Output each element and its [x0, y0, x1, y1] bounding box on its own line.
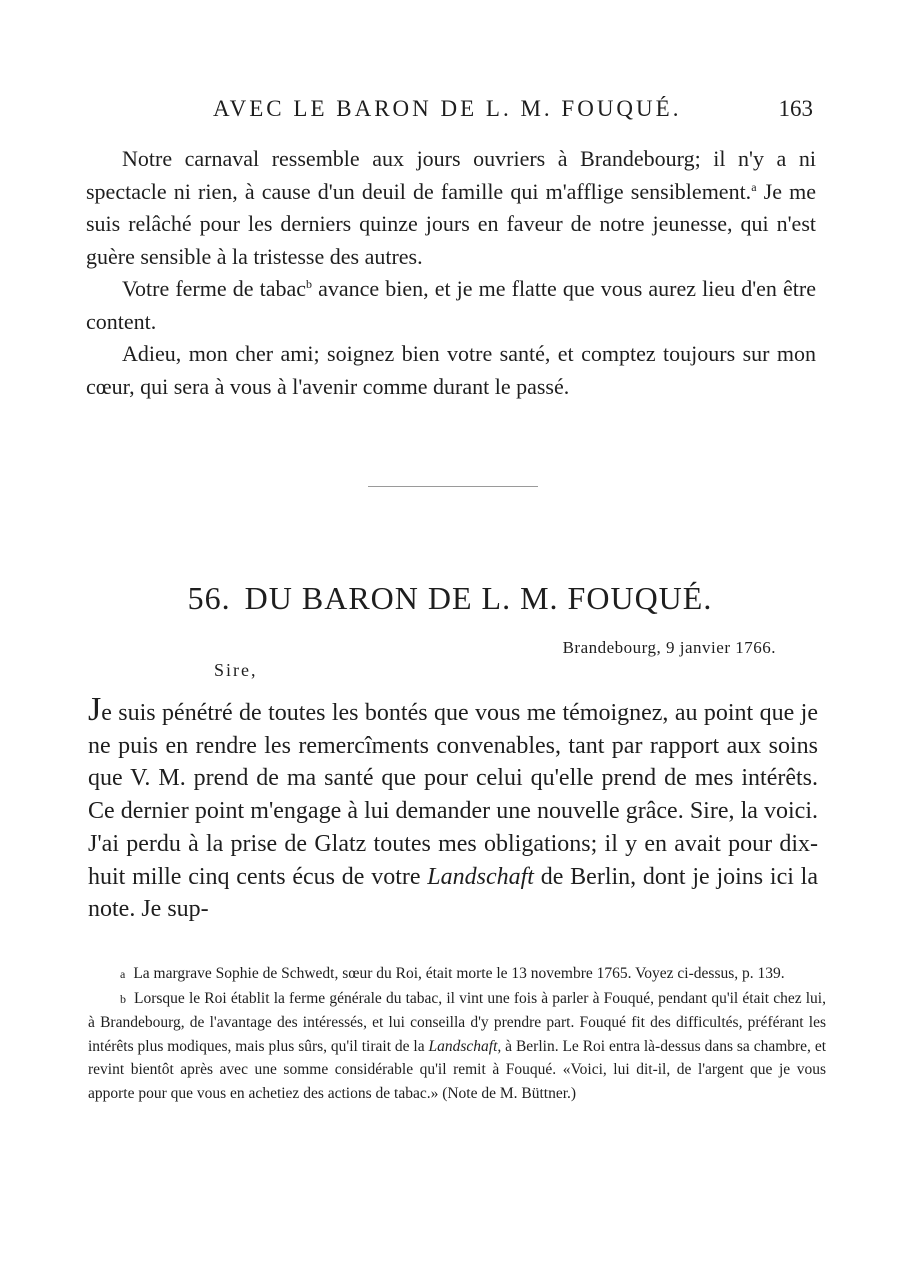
paragraph	[86, 143, 816, 273]
section-title: DU BARON DE L. M. FOUQUÉ.	[244, 580, 713, 616]
footnote-ref-a: a	[751, 179, 757, 194]
footnote-ref-b: b	[306, 277, 312, 291]
footnote-text: à Berlin. Le Roi entra là-dessus dans sa chambre, et revint bientôt après avec une somme considérable qu'il remit à Fouqué. «Voici, lui dit-il, de l'argent que je vous apporte pour que vous en achetiez des actions de tabac.» (Note de M. Büttner.)	[88, 1037, 827, 1102]
section-heading	[0, 580, 900, 617]
place-date: Brandebourg, 9 janvier 1766.	[562, 638, 776, 657]
footnote-marker: b	[120, 991, 126, 1006]
footnote-marker: a	[120, 967, 126, 981]
text-run: Votre ferme de tabac	[122, 276, 306, 301]
italic-run: Landschaft	[427, 863, 534, 890]
italic-run: Landschaft,	[428, 1037, 502, 1055]
text-run: Notre carnaval ressemble aux jours ouvriers à Brandebourg; il n'y a ni spectacle ni rien, à cause d'un deuil de famille qui m'afflige sensiblement.	[86, 146, 816, 204]
text-run: Je me suis relâché pour les derniers quinze jours en faveur de notre jeunesse, qui n'est guère sensible à la tristesse des autres.	[86, 178, 816, 269]
footnotes	[88, 962, 826, 1105]
drop-cap: J	[88, 691, 102, 728]
page-number: 163	[778, 96, 813, 121]
footnote-text: Lorsque le Roi établit la ferme générale du tabac, il vint une fois à parler à Fouqué, pendant qu'il était chez lui, à Brandebourg, de l'avantage des intéressés, et lui conseilla d'y prendre part. Fouqué fit des difficultés, préférant les intérêts plus modiques, mais plus sûrs, qu'il tirait de la	[88, 989, 826, 1055]
footnote-b	[88, 987, 826, 1106]
letter-conclusion	[86, 143, 816, 403]
footnote-a	[88, 962, 826, 987]
section-divider	[368, 486, 538, 487]
running-title: AVEC LE BARON DE L. M. FOUQUÉ.	[213, 96, 682, 121]
text-run: de Berlin, dont je joins ici la note. Je sup-	[88, 863, 818, 923]
salutation: Sire,	[214, 660, 258, 680]
section-number: 56.	[187, 580, 231, 616]
text-run: avance bien, et je me flatte que vous aurez lieu d'en être content.	[86, 276, 816, 334]
text-run: e suis pénétré de toutes les bontés que vous me témoignez, au point que je ne puis en rendre les remercîments convenables, tant par rapport aux soins que V. M. prend de ma santé que pour celui qu'elle prend de mes intérêts. Ce dernier point m'engage à lui demander une nouvelle grâce. Sire, la voici. J'ai perdu à la prise de Glatz toutes mes obligations; il y en avait pour dix-huit mille cinq cents écus de votre	[88, 700, 818, 890]
footnote-text: La margrave Sophie de Schwedt, sœur du Roi, était morte le 13 novembre 1765. Voyez ci-dessus, p. 139.	[133, 965, 785, 982]
letter-body	[88, 691, 818, 926]
running-header	[0, 96, 900, 130]
paragraph	[86, 273, 816, 338]
paragraph: Adieu, mon cher ami; soignez bien votre santé, et comptez toujours sur mon cœur, qui sera à vous à l'avenir comme durant le passé.	[86, 341, 816, 399]
paragraph	[88, 691, 818, 926]
